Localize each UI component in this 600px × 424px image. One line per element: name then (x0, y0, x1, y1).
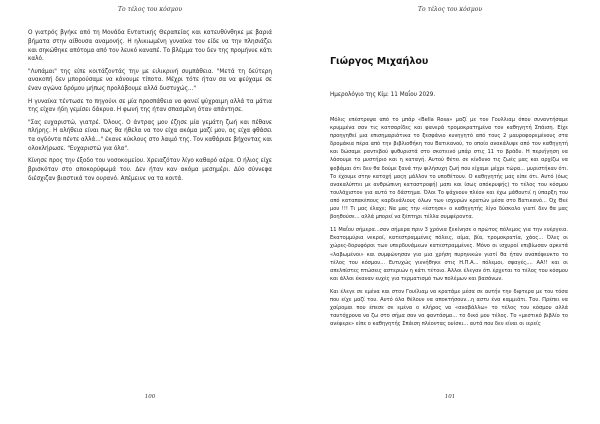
paragraph: Ο γιατρός βγήκε από τη Μονάδα Εντατικής Θεραπείας και κατευθύνθηκε με βαριά βήματα στην αίθουσα αναμονής. Η ηλικιωμένη γυναίκα τον είδε να την πλησιάζει και σηκώθηκε απότομα από τον λευκό καναπέ. Το βλέμμα του δεν της προμήνυε κάτι καλό. (28, 30, 272, 63)
page-number: 100 (144, 394, 156, 400)
page-body (28, 29, 272, 187)
paragraph: Και έλεγε σε εμένα και στον Γουίλιαμ να κρατάμε μέσα σε αυτήν την διφτερα με του τόσα που είχε μαζί του. Αυτό όλα θέλουν να αποκτήσουν...η αστυ ένα καμμιάτι. Του. Πρέπει να χαίρομαι που έπεσε σε εμένα ο κλήρος να «αναβάλλω» το τέλος του κόσμου αλλά ταυτόχρονα να ζω στο σήμα σαν να φαντάσμα... το δικό μου τέλος. Το «μεστικό βιβλίο το ανέφερε» είπε ο καθηγητής Σπάιση πλέοντας ουίσκι... αυτά που δεν είναι οι ιερείς (330, 288, 568, 328)
page-number: 101 (444, 394, 456, 400)
paragraph: Η γυναίκα τέντωσε το πηγούνι σε μία προσπάθεια να φανεί ψύχραιμη αλλά τα μάτια της είχαν ήδη γεμίσει δάκρυα. Η φωνή της ήταν σπασμένη όταν απάντησε. (28, 98, 272, 114)
page-body (330, 116, 568, 333)
author-heading: Γιώργος Μιχαήλου (330, 56, 429, 67)
diary-date-line: Ημερολόγιο της Κίμ: 11 Μαΐου 2029. (330, 92, 436, 98)
paragraph: Κίνησε προς την έξοδο του νοσοκομείου. Χρειαζόταν λίγο καθαρό αέρα. Ο ήλιος είχε βρισκόταν στο αποκορύφωμά του. Δεν ήταν καν ακόμα μεσημέρι. Δύο σύννεφα διέσχιζαν βιαστικά τον ουρανό. Απέμεινε να τα κοιτά. (28, 158, 272, 182)
paragraph: "Σας ευχαριστώ, γιατρέ. Όλους. Ο άντρας μου έζησε μία γεμάτη ζωή και πέθανε πλήρης. Η αλήθεια είναι πως θα ήθελα να τον είχα ακόμα μαζί μου, ας είχα φθάσει τα ογδόντα πέντε αλλά..." έκανε κύκλους στο λαιμό της. Τον καθάρισε βήχοντας και ολοκλήρωσε. "Ευχαριστώ για όλα". (28, 119, 272, 153)
right-page (300, 0, 600, 424)
paragraph: 11 Μαΐου σήμερα...σαν σήμερα πριν 3 χρόνια ξεκίνησε ο πρώτος πόλεμος για την ενέργεια. Εκατομμύρια νεκροί, κατεστραμμένες πόλεις, αίμα, βία, τρομοκρατία, χάος... Όλες οι χώρες-δορυφόροι των υπερδυνάμεων κατεστραμμένες. Μόνο οι ισχυροί επιβίωσαν αρκετά «λαβωμένοι» και συμφώνησαν για μια χρήση πυρηνικών γιατί θα ήταν αναπόφευκτο το τέλος του κόσμου... Ευτυχώς γιννήθηκε στις Η.Π.Α... πόλεμοι, σφαγές,... ΑΑ!! και οι απελπίστες πτώσεις αστεριών η κάτι τέτοιο. Άλλοι έλεγαν ότι έρχεται το τέλος του κόσμου και άλλοι έκαναν ευχές για τερματισμό των πολέμων και βασάνων. (330, 227, 568, 282)
running-head: Το τέλος του κόσμου (117, 6, 183, 13)
paragraph: Μόλις επέστρεψα από το μπάρ «Bella Rosa» μαζί με τον Γουλλιαμ όπου συναντήσαμε κρυμμένα σαν τις κατσαρίδες και φανερά τρομοκρατημένα τον καθηγητή Σπάιση. Είχε προηγηθεί μια επισημαριάτικα το ξεσφάνιο κυνηγητό από τους 2 μαυροφορεμένους στα δρομάκια πέρα από την βιβλιοθήκη του Βατικανού, το οποίο ανακάλυψε από τον καθηγητή και δώσαμε ραντεβού ψυθυριστά στο σκοτεινό μπάρ στις 11 το βράδυ. Η περιήγηση να λάσουμε το μυστήριο και η καταγή. Αυτού θέτει σε κίνδυνο τις ζωές μας και αρχίζω να φοβάμαι ότι δεν θα δούμε ξανά την φιλήσυχη ζωή που είχαμε μέχρι τώρα... μυριστήκαν ότι. Το έχουμε στην κατοχή μαςη μάλλον το υποθέτουν. Ο καθηγητής μας είπε ότι. Αυτό (όως ανακαλύπτει με ανθρώπινη καταστροφή) μαπι και ίσως απόκρυφής) το τέλος του κόσμου τουλάχιστον για αυτό το δάστημα. Όλοι Το ψάχνουν πλέον και έχω μάθουτιί η ύπαρξη του από καταπακέπους καρδινάλιους όλων των ισχυρών κρατών μέσα στο Βατικανό... Όχ Θεέ μου !!! Τι μας έλαχε; Να μας την «έστησε» ο καθηγητής λίγο δύσκολο γιατί δεν θα μας βοηθούσε... αλλά μπορεί να ξέπτηρι τέλλα συμφέροντα. (330, 117, 568, 221)
running-head: Το τέλος του κόσμου (417, 6, 483, 13)
paragraph: "Λυπάμαι" της είπε κοιτάζοντάς την με ειλικρινή συμπάθεια. "Μετά τη δεύτερη ανακοπή δεν μπορούσαμε να κάνουμε τίποτα. Μέχρι τότε ήταν σα να ψεύχαμε σε έναν αγώνα δρόμου μήπως προλάβουμε αλλά δυστυχώς..." (28, 68, 272, 93)
